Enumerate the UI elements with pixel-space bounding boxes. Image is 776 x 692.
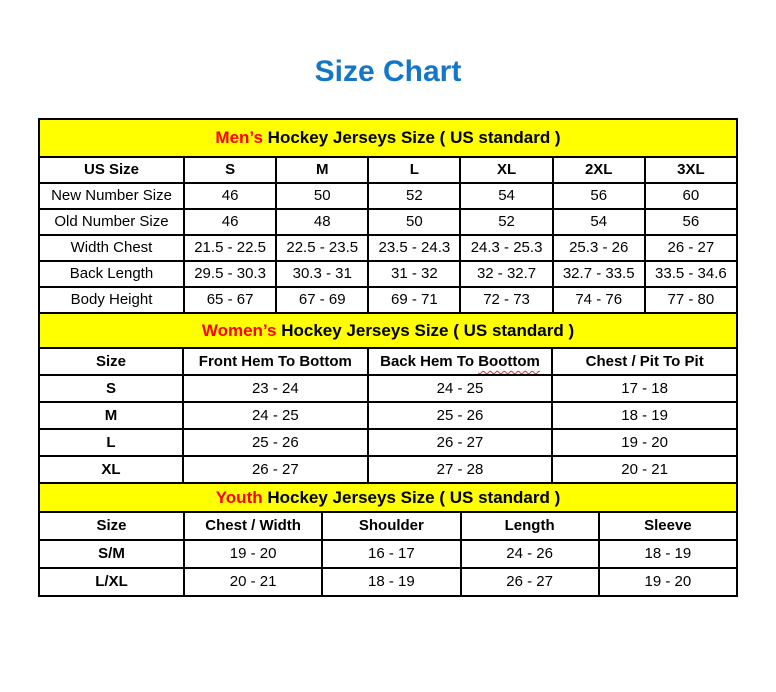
data-cell: 50 (276, 183, 368, 209)
mens-header-row (39, 157, 737, 183)
page-title: Size Chart (314, 55, 462, 88)
data-cell: 24 - 25 (368, 375, 553, 402)
data-cell: 30.3 - 31 (276, 261, 368, 287)
data-cell: 56 (645, 209, 737, 235)
table-row (39, 209, 737, 235)
data-cell: 77 - 80 (645, 287, 737, 313)
table-row (39, 540, 737, 568)
data-cell: 33.5 - 34.6 (645, 261, 737, 287)
youth-highlight: Youth (215, 487, 263, 507)
data-cell: 20 - 21 (184, 568, 322, 596)
data-cell: 18 - 19 (599, 540, 737, 568)
data-cell: 46 (184, 183, 276, 209)
data-cell: 25.3 - 26 (553, 235, 645, 261)
data-cell: 52 (368, 183, 460, 209)
data-cell: 19 - 20 (599, 568, 737, 596)
data-cell: 21.5 - 22.5 (184, 235, 276, 261)
row-label: Width Chest (39, 235, 184, 261)
data-cell: 54 (460, 183, 552, 209)
data-cell: 22.5 - 23.5 (276, 235, 368, 261)
mens-section-header (39, 119, 737, 157)
data-cell: 19 - 20 (552, 429, 737, 456)
data-cell: 50 (368, 209, 460, 235)
data-cell: 25 - 26 (368, 402, 553, 429)
table-row (39, 402, 737, 429)
data-cell: 48 (276, 209, 368, 235)
data-cell: 74 - 76 (553, 287, 645, 313)
mens-title-rest: Hockey Jerseys Size ( US standard ) (262, 128, 561, 148)
row-label: Old Number Size (39, 209, 184, 235)
womens-header-row (39, 348, 737, 375)
data-cell: 20 - 21 (552, 456, 737, 483)
data-cell: 54 (553, 209, 645, 235)
data-cell: 25 - 26 (183, 429, 368, 456)
youth-section-header (39, 483, 737, 512)
header-text: Back Hem To (380, 352, 479, 370)
data-cell: 69 - 71 (368, 287, 460, 313)
womens-section-header (39, 313, 737, 348)
data-cell: 16 - 17 (322, 540, 460, 568)
header-cell: Front Hem To Bottom (183, 348, 368, 375)
data-cell: 60 (645, 183, 737, 209)
youth-section-title (39, 483, 737, 512)
row-label: Body Height (39, 287, 184, 313)
mens-highlight: Men’s (215, 128, 263, 148)
header-cell: Sleeve (599, 512, 737, 540)
row-label: XL (39, 456, 183, 483)
table-row (39, 235, 737, 261)
table-row (39, 568, 737, 596)
misspelled-word: Boottom (478, 352, 540, 370)
header-cell: Size (39, 512, 184, 540)
data-cell: 19 - 20 (184, 540, 322, 568)
womens-title-rest: Hockey Jerseys Size ( US standard ) (276, 320, 575, 340)
womens-highlight: Women’s (201, 320, 277, 340)
data-cell: 29.5 - 30.3 (184, 261, 276, 287)
header-cell (368, 348, 553, 375)
mens-size-table (38, 118, 738, 314)
data-cell: 26 - 27 (645, 235, 737, 261)
data-cell: 18 - 19 (322, 568, 460, 596)
table-row (39, 261, 737, 287)
header-cell: US Size (39, 157, 184, 183)
data-cell: 18 - 19 (552, 402, 737, 429)
header-cell: XL (460, 157, 552, 183)
youth-header-row (39, 512, 737, 540)
header-cell: M (276, 157, 368, 183)
row-label: S (39, 375, 183, 402)
data-cell: 17 - 18 (552, 375, 737, 402)
youth-size-table (38, 482, 738, 597)
data-cell: 56 (553, 183, 645, 209)
data-cell: 31 - 32 (368, 261, 460, 287)
header-cell: Length (461, 512, 599, 540)
data-cell: 24 - 25 (183, 402, 368, 429)
data-cell: 46 (184, 209, 276, 235)
header-cell: Shoulder (322, 512, 460, 540)
womens-size-table (38, 312, 738, 484)
table-row (39, 287, 737, 313)
data-cell: 26 - 27 (461, 568, 599, 596)
table-row (39, 183, 737, 209)
header-cell: L (368, 157, 460, 183)
youth-title-rest: Hockey Jerseys Size ( US standard ) (262, 487, 561, 507)
data-cell: 26 - 27 (368, 429, 553, 456)
header-cell: 2XL (553, 157, 645, 183)
row-label: New Number Size (39, 183, 184, 209)
womens-section-title (39, 313, 737, 348)
size-chart (38, 118, 738, 597)
data-cell: 32 - 32.7 (460, 261, 552, 287)
data-cell: 24.3 - 25.3 (460, 235, 552, 261)
table-row (39, 429, 737, 456)
data-cell: 27 - 28 (368, 456, 553, 483)
data-cell: 72 - 73 (460, 287, 552, 313)
data-cell: 23.5 - 24.3 (368, 235, 460, 261)
mens-section-title (39, 119, 737, 157)
row-label: S/M (39, 540, 184, 568)
data-cell: 65 - 67 (184, 287, 276, 313)
header-cell: Size (39, 348, 183, 375)
table-row (39, 456, 737, 483)
data-cell: 52 (460, 209, 552, 235)
header-cell: 3XL (645, 157, 737, 183)
data-cell: 67 - 69 (276, 287, 368, 313)
header-cell: Chest / Pit To Pit (552, 348, 737, 375)
row-label: M (39, 402, 183, 429)
data-cell: 23 - 24 (183, 375, 368, 402)
row-label: L/XL (39, 568, 184, 596)
row-label: L (39, 429, 183, 456)
data-cell: 26 - 27 (183, 456, 368, 483)
data-cell: 24 - 26 (461, 540, 599, 568)
header-cell: Chest / Width (184, 512, 322, 540)
header-cell: S (184, 157, 276, 183)
table-row (39, 375, 737, 402)
row-label: Back Length (39, 261, 184, 287)
data-cell: 32.7 - 33.5 (553, 261, 645, 287)
